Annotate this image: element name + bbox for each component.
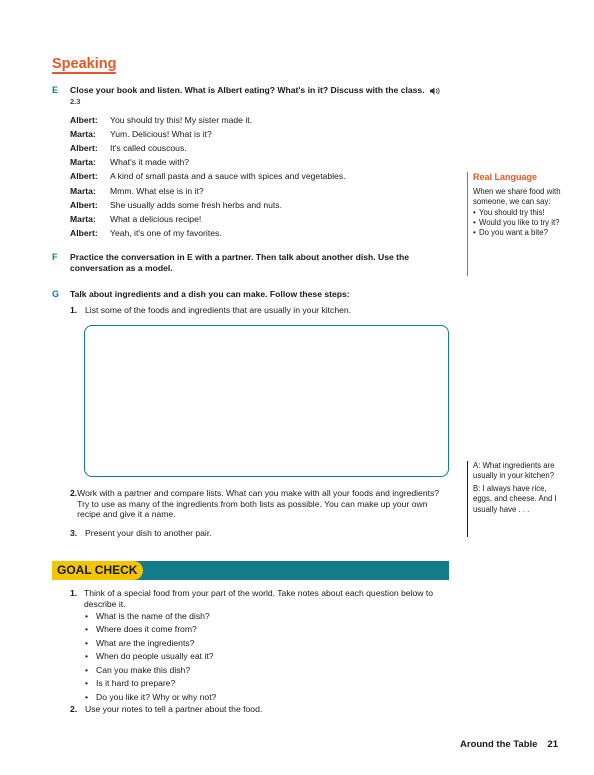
dialog-line [70, 156, 450, 170]
goal-item-number: 1. [70, 588, 78, 598]
exercise-f-instruction: Practice the conversation in E with a partner. Then talk about another dish. Use the conversation as a model. [70, 252, 410, 273]
dialog-speaker: Albert: [70, 114, 98, 125]
dialog-text: You should try this! My sister made it. [110, 114, 253, 125]
exercise-letter-f: F [52, 252, 58, 262]
goal-item-number: 2. [70, 703, 78, 714]
step-item [70, 305, 450, 316]
step-text: Work with a partner and compare lists. What can you make with all your foods and ingredients? Try to use as many of the ingredients from both lists as possible. You can make up your own recipe and give it a name. [77, 488, 440, 520]
question-list [85, 609, 450, 704]
title-underline [52, 72, 116, 74]
dialog-text: What a delicious recipe! [110, 214, 202, 225]
dialog [70, 113, 450, 241]
example-line-b: B: I always have rice, eggs, and cheese. And I usually have . . . [473, 484, 557, 514]
dialog-text: Yum. Delicious! What is it? [110, 128, 212, 139]
dialog-text: A kind of small pasta and a sauce with spices and vegetables. [110, 171, 346, 182]
phrase-text: You should try this! [479, 207, 545, 217]
real-language-intro: When we share food with someone, we can say: [473, 187, 561, 207]
dialog-line [70, 212, 450, 226]
page-number: 21 [547, 739, 558, 750]
goal-check-title: GOAL CHECK [52, 561, 143, 580]
example-line-a: A: What ingredients are usually in your kitchen? [473, 461, 555, 481]
dialog-speaker: Marta: [70, 157, 96, 168]
question-item [85, 690, 450, 704]
goal-check-list [70, 588, 450, 715]
bullet-icon: • [85, 678, 89, 689]
step-text: List some of the foods and ingredients that are usually in your kitchen. [85, 305, 352, 315]
bullet-icon: • [473, 217, 476, 227]
step-number: 1. [70, 305, 78, 315]
real-language-title: Real Language [473, 172, 538, 182]
notes-box[interactable] [84, 325, 449, 477]
dialog-speaker: Albert: [70, 143, 98, 154]
question-item [85, 609, 450, 623]
question-text: Is it hard to prepare? [96, 678, 176, 689]
dialog-line [70, 170, 450, 184]
bullet-icon: • [85, 664, 89, 675]
dialog-text: It's called couscous. [110, 143, 187, 154]
dialog-speaker: Albert: [70, 199, 98, 210]
bullet-icon: • [85, 610, 89, 621]
goal-item [70, 588, 450, 609]
real-language-phrase [473, 208, 567, 218]
audio-track-label: 2.3 [70, 96, 81, 106]
step-number: 2. [70, 488, 78, 498]
real-language-phrase [473, 218, 567, 228]
question-text: What are the ingredients? [96, 637, 195, 648]
audio-icon[interactable] [430, 87, 440, 95]
bullet-icon: • [473, 207, 476, 217]
real-language-box [467, 172, 567, 276]
question-item [85, 636, 450, 650]
example-box [467, 461, 567, 537]
step-text: Present your dish to another pair. [85, 528, 212, 538]
dialog-text: Yeah, it's one of my favorites. [110, 228, 222, 239]
exercise-e-instruction [70, 85, 450, 106]
step-number: 3. [70, 528, 78, 538]
question-text: When do people usually eat it? [96, 651, 214, 662]
question-text: What is the name of the dish? [96, 610, 210, 621]
bullet-icon: • [85, 651, 89, 662]
goal-item [70, 704, 450, 715]
exercise-e-text: Close your book and listen. What is Albert eating? What's in it? Discuss with the class. [70, 85, 425, 95]
dialog-speaker: Albert: [70, 171, 98, 182]
section-title: Speaking [52, 56, 117, 72]
question-text: Can you make this dish? [96, 664, 191, 675]
page-footer [460, 739, 558, 751]
exercise-letter-e: E [52, 85, 59, 95]
step-item [70, 488, 450, 520]
dialog-line [70, 127, 450, 141]
dialog-speaker: Marta: [70, 128, 96, 139]
dialog-line [70, 184, 450, 198]
dialog-line [70, 141, 450, 155]
dialog-speaker: Marta: [70, 185, 96, 196]
question-item [85, 663, 450, 677]
bullet-icon: • [473, 227, 476, 237]
dialog-speaker: Albert: [70, 228, 98, 239]
exercise-g-instruction: Talk about ingredients and a dish you can make. Follow these steps: [70, 289, 350, 299]
bullet-icon: • [85, 691, 89, 702]
dialog-text: She usually adds some fresh herbs and nuts. [110, 199, 282, 210]
bullet-icon: • [85, 624, 89, 635]
bullet-icon: • [85, 637, 89, 648]
dialog-text: Mmm. What else is in it? [110, 185, 204, 196]
dialog-line [70, 198, 450, 212]
dialog-text: What's it made with? [110, 157, 190, 168]
footer-section-title: Around the Table [460, 739, 538, 750]
step-item [70, 528, 450, 539]
phrase-text: Would you like to try it? [479, 217, 560, 227]
question-item [85, 623, 450, 637]
goal-item-text: Use your notes to tell a partner about the food. [85, 703, 263, 714]
dialog-speaker: Marta: [70, 214, 96, 225]
dialog-line [70, 227, 450, 241]
exercise-letter-g: G [52, 289, 60, 299]
question-item [85, 677, 450, 691]
question-text: Where does it come from? [96, 624, 197, 635]
dialog-line [70, 113, 450, 127]
question-item [85, 650, 450, 664]
phrase-text: Do you want a bite? [479, 227, 548, 237]
goal-item-text: Think of a special food from your part of the world. Take notes about each question below to describe it. [83, 588, 434, 609]
question-text: Do you like it? Why or why not? [96, 691, 217, 702]
real-language-phrase [473, 228, 567, 238]
